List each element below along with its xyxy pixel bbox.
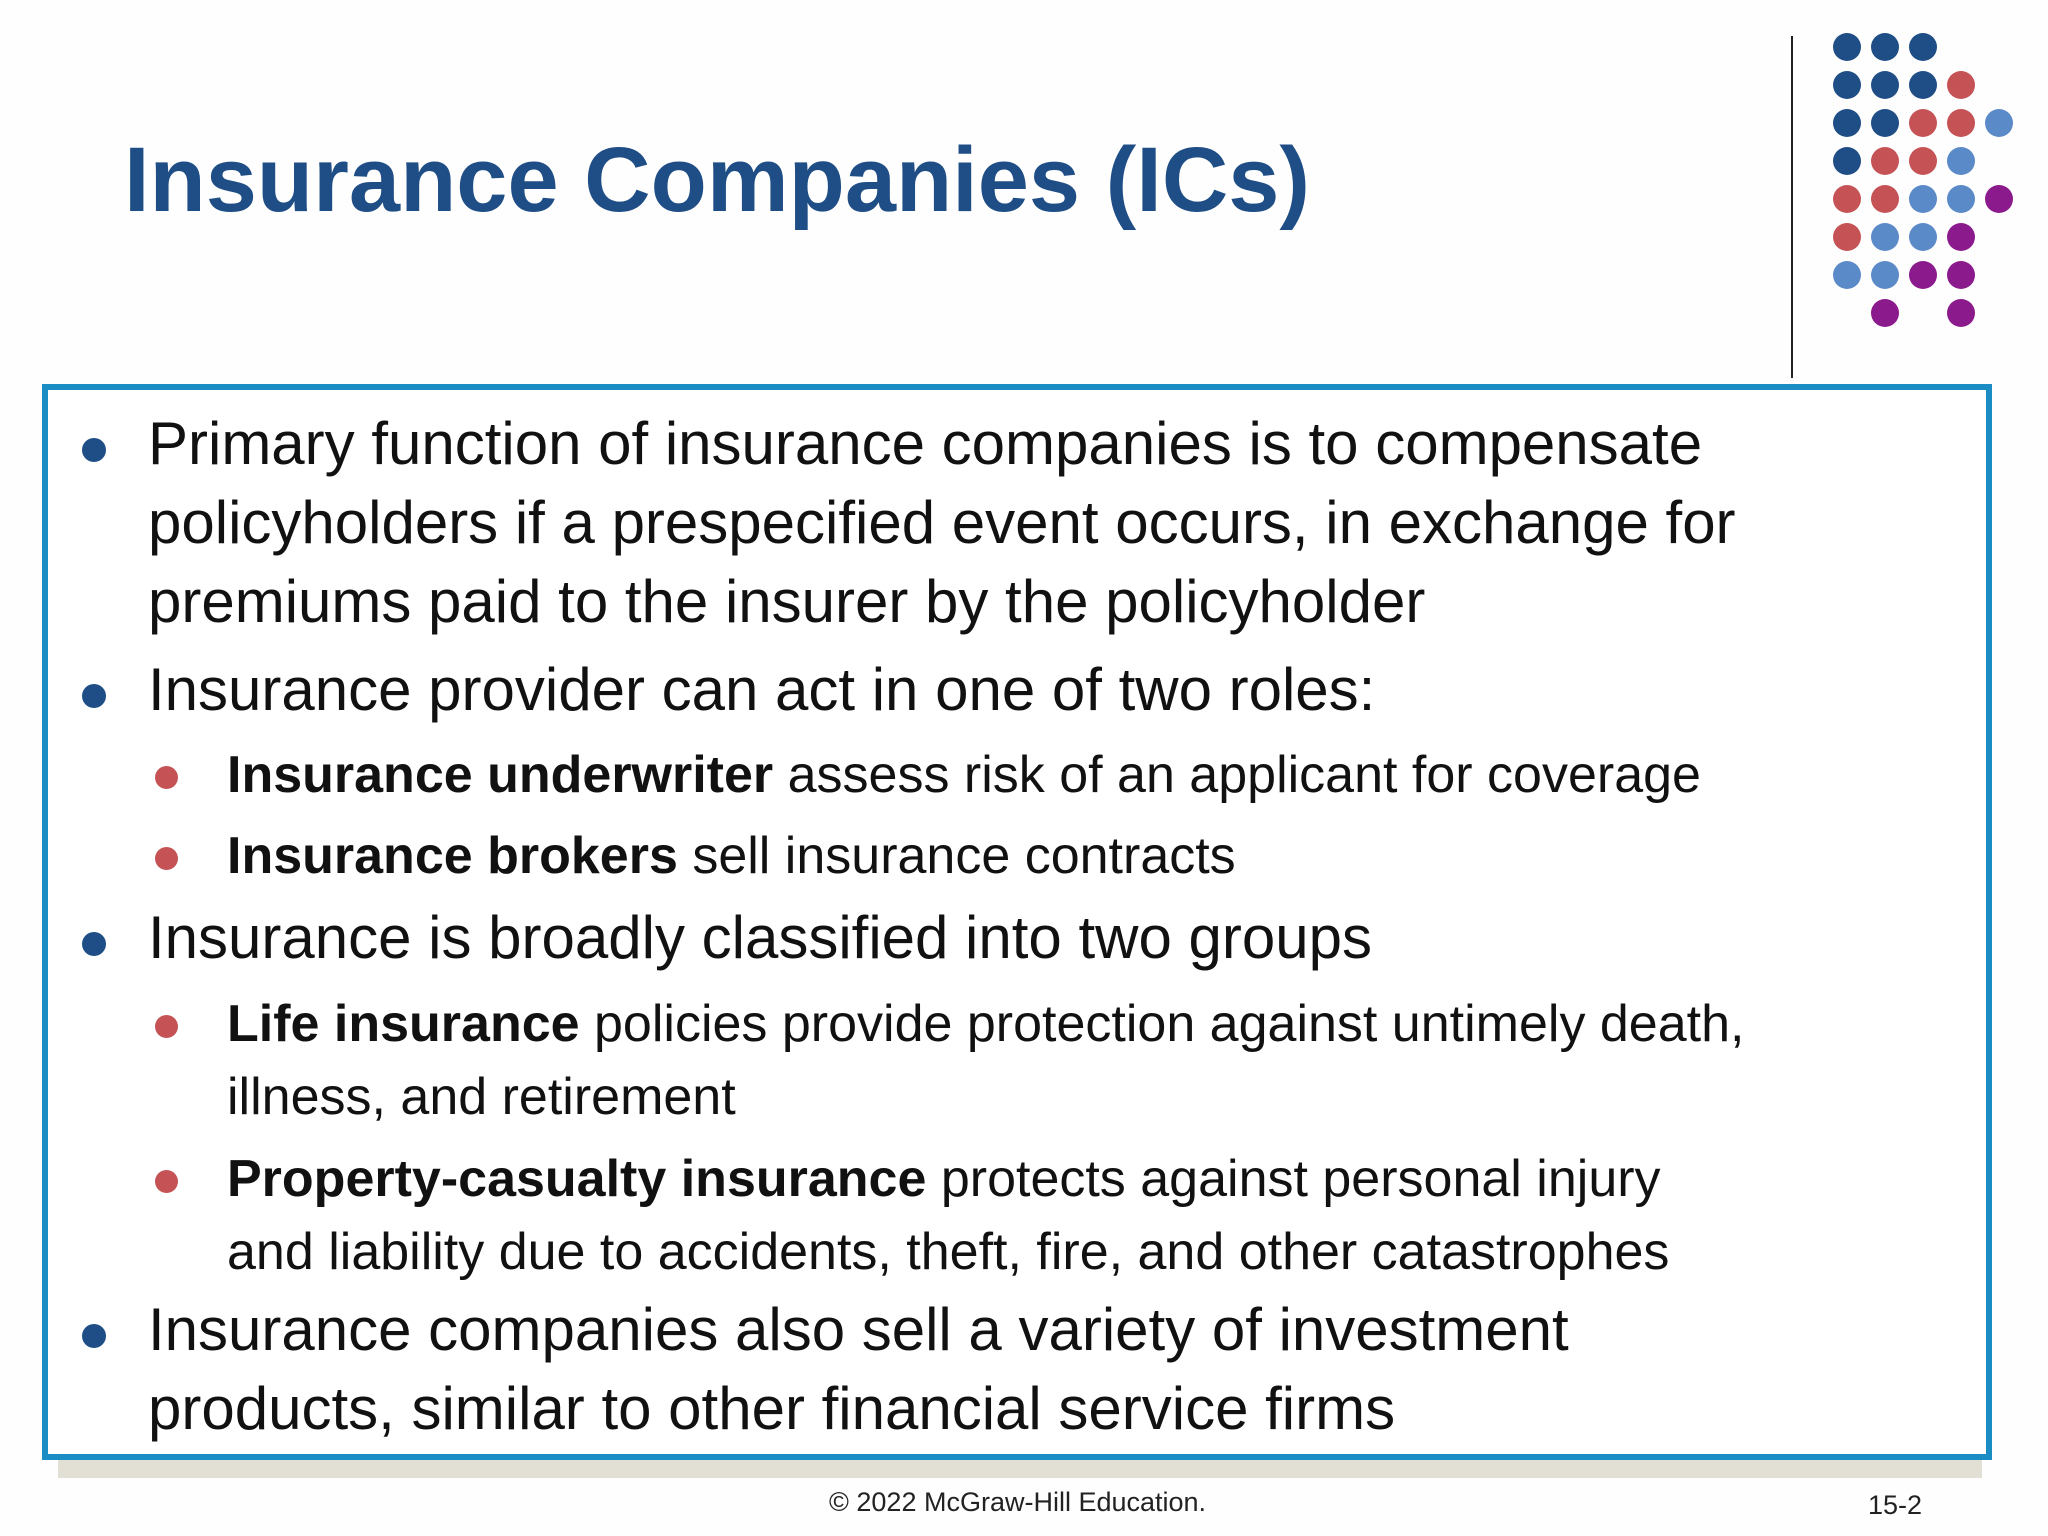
- bullet-dot-icon: [82, 932, 106, 956]
- decorative-dot: [1833, 71, 1861, 99]
- bold-term: Insurance brokers: [227, 827, 678, 885]
- decorative-dot: [1871, 223, 1899, 251]
- bold-term: Property-casualty insurance: [227, 1150, 927, 1208]
- decorative-dot: [1871, 299, 1899, 327]
- decorative-dot: [1909, 223, 1937, 251]
- bold-term: Life insurance: [227, 995, 580, 1053]
- decorative-dot: [1871, 71, 1899, 99]
- decorative-dot: [1833, 223, 1861, 251]
- term-description: protects against personal injury: [926, 1150, 1661, 1208]
- bullet-text-line: illness, and retirement: [227, 1068, 736, 1126]
- decorative-dot: [1909, 33, 1937, 61]
- footer-copyright: © 2022 McGraw-Hill Education.: [829, 1487, 1207, 1517]
- bullet-text-line: premiums paid to the insurer by the policyholder: [148, 568, 1426, 635]
- bold-term: Insurance underwriter: [227, 746, 774, 804]
- bullet-dot-icon: [82, 684, 106, 708]
- content-box: [42, 384, 1992, 1460]
- decorative-dot: [1909, 261, 1937, 289]
- decorative-dot: [1909, 71, 1937, 99]
- decorative-dot: [1871, 185, 1899, 213]
- decorative-dot: [1833, 33, 1861, 61]
- sub-bullet-dot-icon: [155, 1170, 178, 1193]
- bullet-text-line: policyholders if a prespecified event occurs, in exchange for: [148, 489, 1736, 556]
- bullet-text-line: and liability due to accidents, theft, fire, and other catastrophes: [227, 1223, 1670, 1281]
- bullet-text-line: Primary function of insurance companies is to compensate: [148, 410, 1703, 477]
- decorative-dot: [1985, 185, 2013, 213]
- decorative-dot: [1909, 147, 1937, 175]
- decorative-dot: [1985, 109, 2013, 137]
- bullet-text-line: [227, 1143, 1661, 1216]
- bullet-text-line: products, similar to other financial service firms: [148, 1375, 1396, 1442]
- bullet-text-line: Insurance is broadly classified into two groups: [148, 904, 1372, 971]
- decorative-dot: [1947, 109, 1975, 137]
- term-description: assess risk of an applicant for coverage: [773, 746, 1701, 804]
- bullet-text-line: [227, 820, 1236, 893]
- decorative-dot: [1909, 109, 1937, 137]
- decorative-dot: [1833, 185, 1861, 213]
- bullet-text-line: [227, 739, 1701, 812]
- decorative-dot: [1947, 71, 1975, 99]
- term-description: sell insurance contracts: [677, 827, 1236, 885]
- bullet-text-line: Insurance companies also sell a variety of investment: [148, 1296, 1569, 1363]
- footer-page-number: 15-2: [1868, 1490, 1923, 1520]
- bullet-text-line: [227, 988, 1744, 1061]
- slide-title: Insurance Companies (ICs): [124, 129, 1311, 231]
- sub-bullet-dot-icon: [155, 1015, 178, 1038]
- bullet-dot-icon: [82, 438, 106, 462]
- decorative-dot: [1947, 185, 1975, 213]
- title-divider-line: [1791, 36, 1793, 378]
- term-description: policies provide protection against untimely death,: [579, 995, 1745, 1053]
- decorative-dot: [1833, 109, 1861, 137]
- decorative-dot: [1947, 147, 1975, 175]
- decorative-dot: [1833, 147, 1861, 175]
- decorative-dot: [1947, 299, 1975, 327]
- decorative-dot: [1871, 147, 1899, 175]
- sub-bullet-dot-icon: [155, 847, 178, 870]
- decorative-dot: [1909, 185, 1937, 213]
- bullet-text-line: Insurance provider can act in one of two roles:: [148, 656, 1376, 723]
- decorative-dot: [1871, 109, 1899, 137]
- decorative-dot: [1871, 33, 1899, 61]
- sub-bullet-dot-icon: [155, 766, 178, 789]
- decorative-dot: [1947, 261, 1975, 289]
- decorative-dot: [1871, 261, 1899, 289]
- bullet-dot-icon: [82, 1324, 106, 1348]
- decorative-dot: [1947, 223, 1975, 251]
- decorative-dot: [1833, 261, 1861, 289]
